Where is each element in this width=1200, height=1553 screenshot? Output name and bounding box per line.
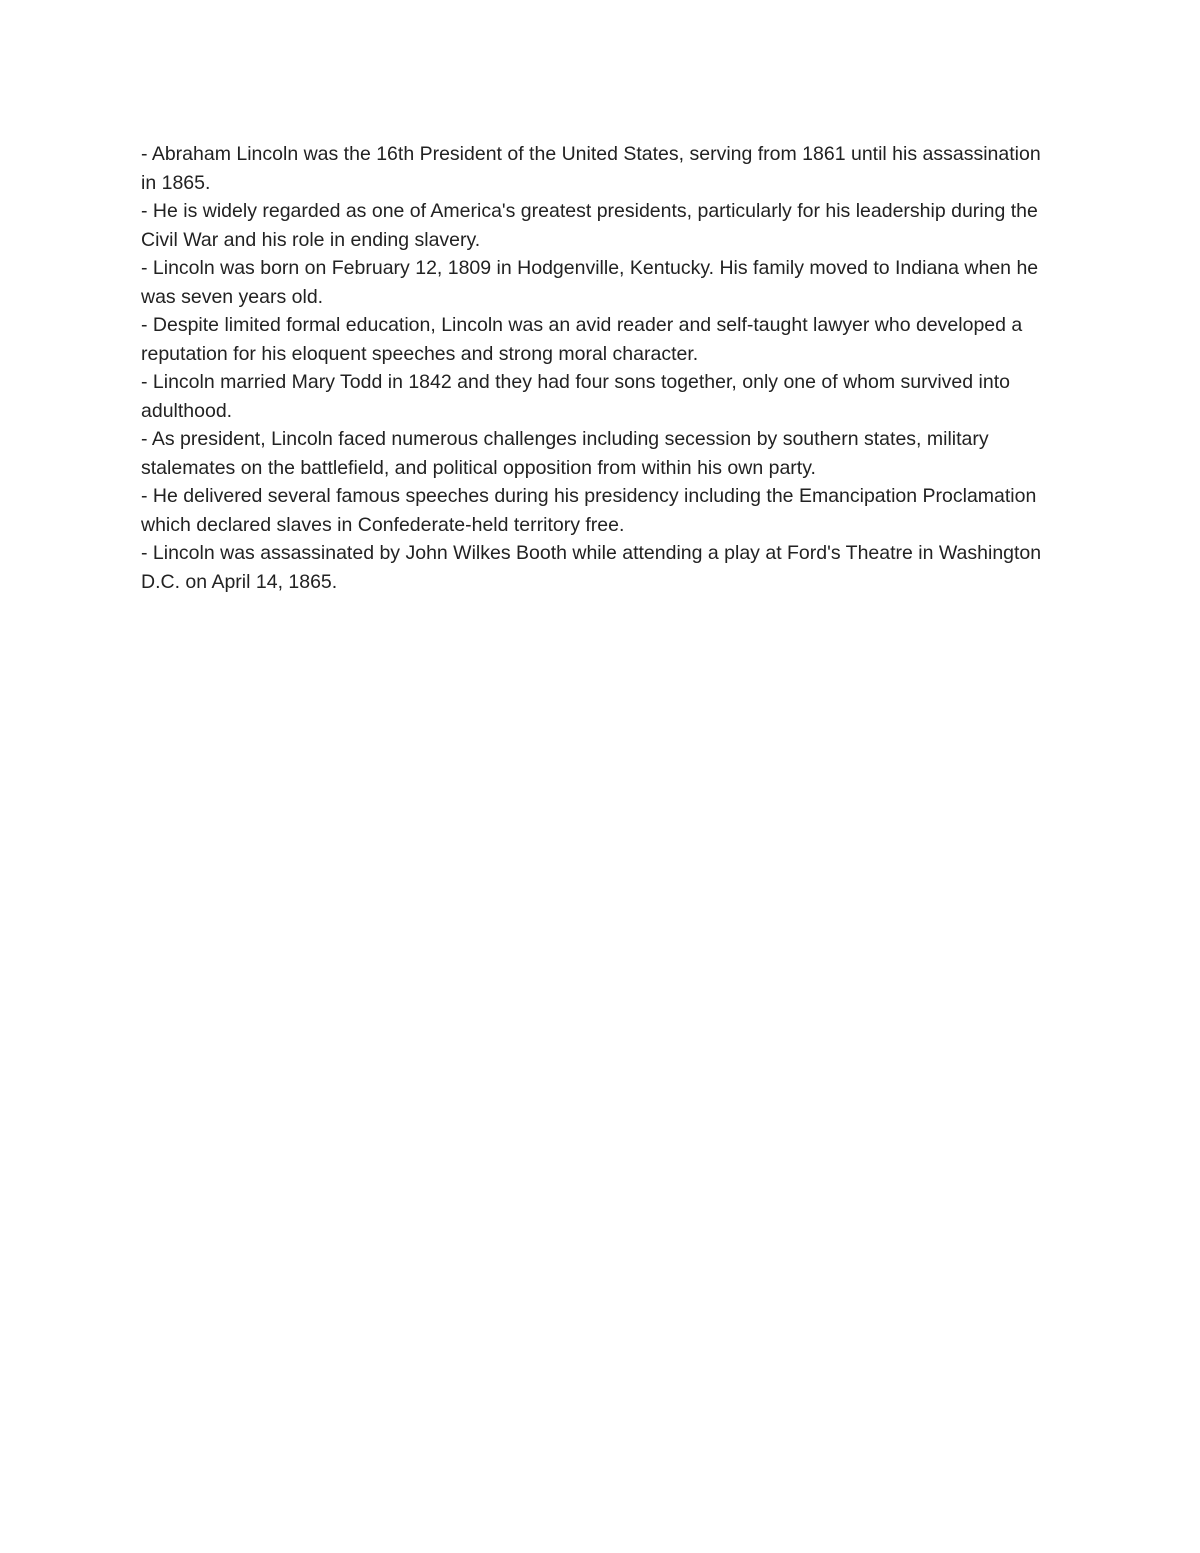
bullet-item: - Abraham Lincoln was the 16th President of the United States, serving from 1861 until his assassination in 1865. (141, 143, 1041, 194)
document-body (141, 140, 1061, 596)
bullet-item: - He is widely regarded as one of America's greatest presidents, particularly for his leadership during the Civil War and his role in ending slavery. (141, 200, 1038, 251)
bullet-item: - As president, Lincoln faced numerous challenges including secession by southern states, military stalemates on the battlefield, and political opposition from within his own party. (141, 428, 989, 479)
bullet-item: - Lincoln married Mary Todd in 1842 and they had four sons together, only one of whom survived into adulthood. (141, 371, 1010, 422)
bullet-item: - Lincoln was born on February 12, 1809 in Hodgenville, Kentucky. His family moved to Indiana when he was seven years old. (141, 257, 1039, 308)
bullet-item: - Despite limited formal education, Lincoln was an avid reader and self-taught lawyer who developed a reputation for his eloquent speeches and strong moral character. (141, 314, 1023, 365)
bullet-item: - Lincoln was assassinated by John Wilkes Booth while attending a play at Ford's Theatre in Washington D.C. on April 14, 1865. (141, 542, 1042, 593)
bullet-item: - He delivered several famous speeches during his presidency including the Emancipation Proclamation which declared slaves in Confederate-held territory free. (141, 485, 1037, 536)
